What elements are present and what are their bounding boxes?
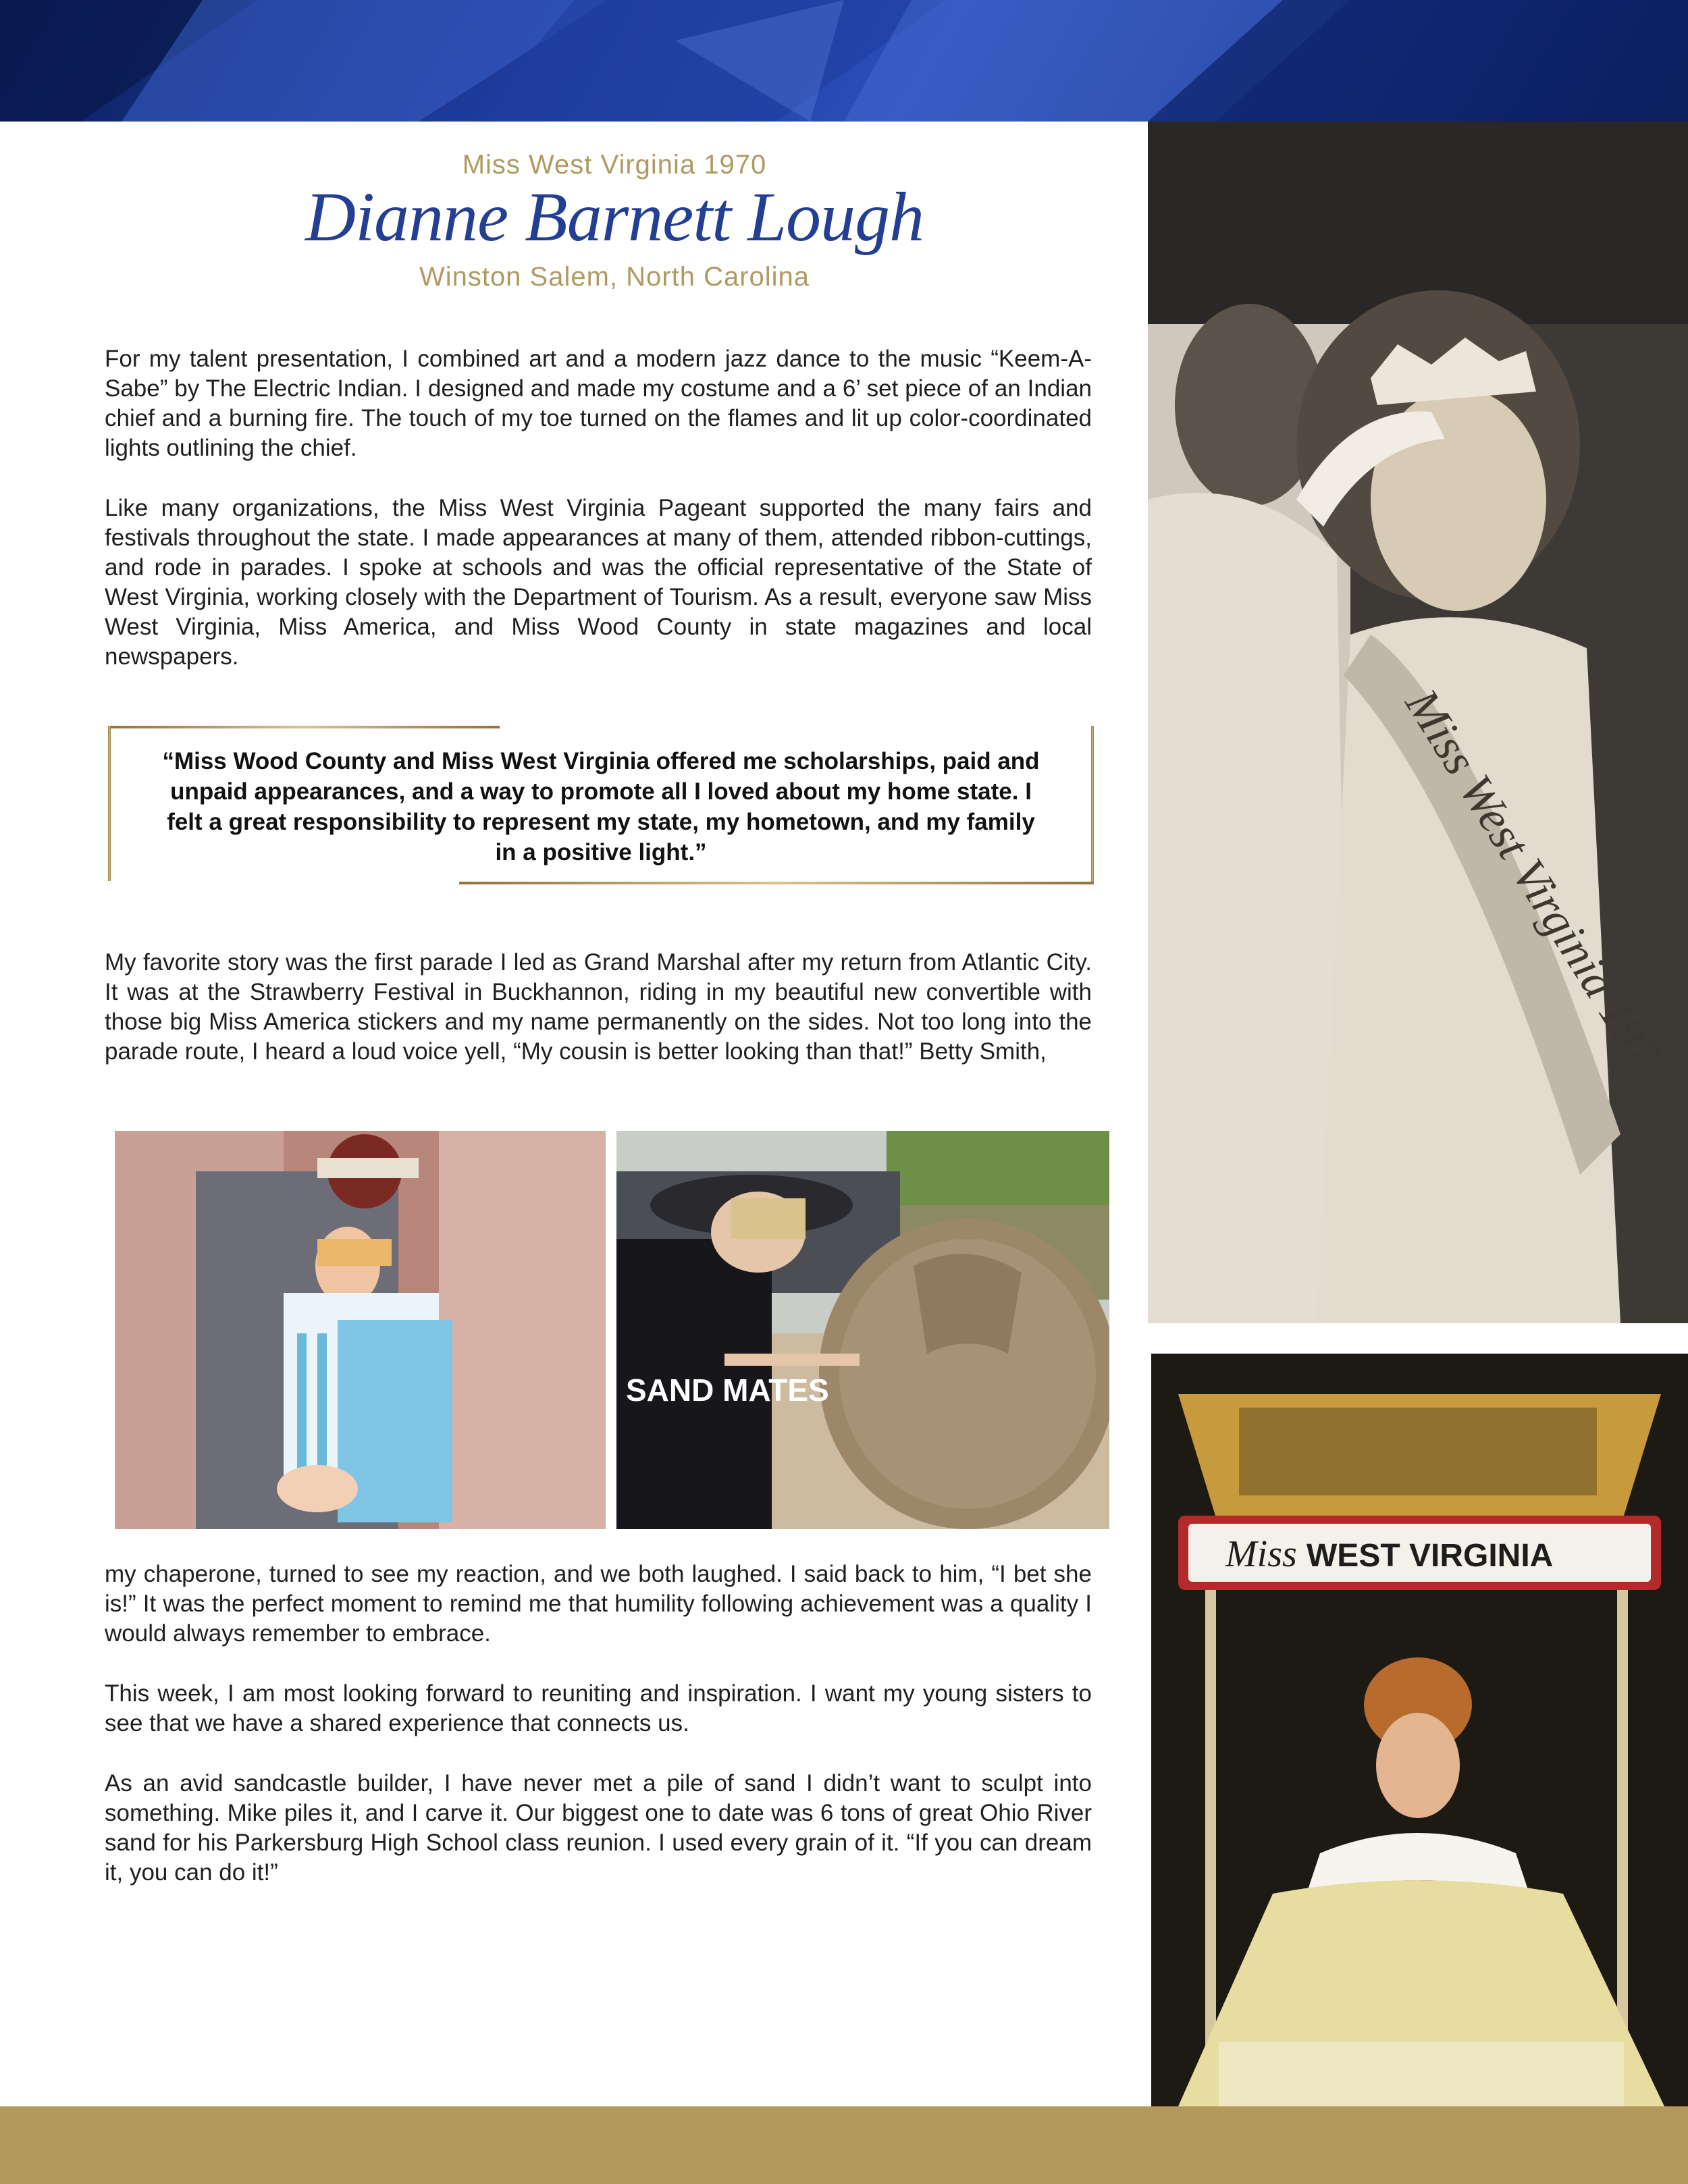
paragraph-talent: For my talent presentation, I combined art and a modern jazz dance to the music “Keem-A-Sabe” by The Electric Indian. I designed and made my costume and a 6’ set piece of an Indian chief and a burning fire. The touch of my toe turned on the flames and lit up color-coordinated lights outlining the chief. [105,346,1092,461]
photo-sign [1151,1354,1688,2106]
pull-quote [108,726,1094,884]
sign-text: WEST VIRGINIA [1307,1538,1554,1574]
photo-sand-sculpture [616,1131,1109,1529]
sign-script: Miss [1225,1533,1297,1575]
paragraph-sandcastle: As an avid sandcastle builder, I have never met a pile of sand I didn’t want to sculpt into something. Mike piles it, and I carve it. Our biggest one to date was 6 tons of great Ohio River sand for his Parkersburg High School class reunion. I used every grain of it. “If you can dream it, you can do it!” [105,1770,1092,1886]
banner-pattern [0,0,1688,122]
paragraph-looking-forward: This week, I am most looking forward to reuniting and inspiration. I want my young sisters to see that we have a shared experience that connects us. [105,1680,1092,1736]
quote-border-bottom [459,882,1094,884]
paragraph-appearances: Like many organizations, the Miss West Virginia Pageant supported the many fairs and festivals throughout the state. I made appearances at many of them, attended ribbon-cuttings, and rode in parades. I spoke at schools and was the official representative of the State of West Virginia, working closely with the Department of Tourism. As a result, everyone saw Miss West Virginia, Miss America, and Miss Wood County in state magazines and local newspapers. [105,495,1092,670]
photo-talent-costume [115,1131,606,1529]
quote-border-right [1091,726,1094,884]
quote-border-top [108,726,500,728]
sash-text: Miss West Virginia 197 [1395,680,1670,1077]
footer-bar [0,2106,1688,2184]
paragraph-parade: My favorite story was the first parade I led as Grand Marshal after my return from Atlantic City. It was at the Strawberry Festival in Buckhannon, riding in my beautiful new convertible with those big Miss America stickers and my name permanently on the sides. Not too long into the parade route, I heard a loud voice yell, “My cousin is better looking than that!” Betty Smith, [105,949,1092,1065]
quote-border-left [108,726,111,881]
photo-crowning [1148,122,1688,1323]
shirt-text: SAND MATES [626,1373,829,1408]
person-name: Dianne Barnett Lough [305,178,924,256]
paragraph-chaperone: my chaperone, turned to see my reaction, and we both laughed. I said back to him, “I bet she is!” It was the perfect moment to remind me that humility following achievement was a quality I would always remember to embrace. [105,1561,1092,1647]
pageant-year: Miss West Virginia 1970 [462,150,767,180]
header-banner [0,0,1688,122]
quote-text: “Miss Wood County and Miss West Virginia offered me scholarships, paid and unpaid appearances, and a way to promote all I loved about my home state. I felt a great responsibility to represent my state, my hometown, and my family in a positive light.” [162,748,1040,865]
hometown: Winston Salem, North Carolina [419,262,810,292]
